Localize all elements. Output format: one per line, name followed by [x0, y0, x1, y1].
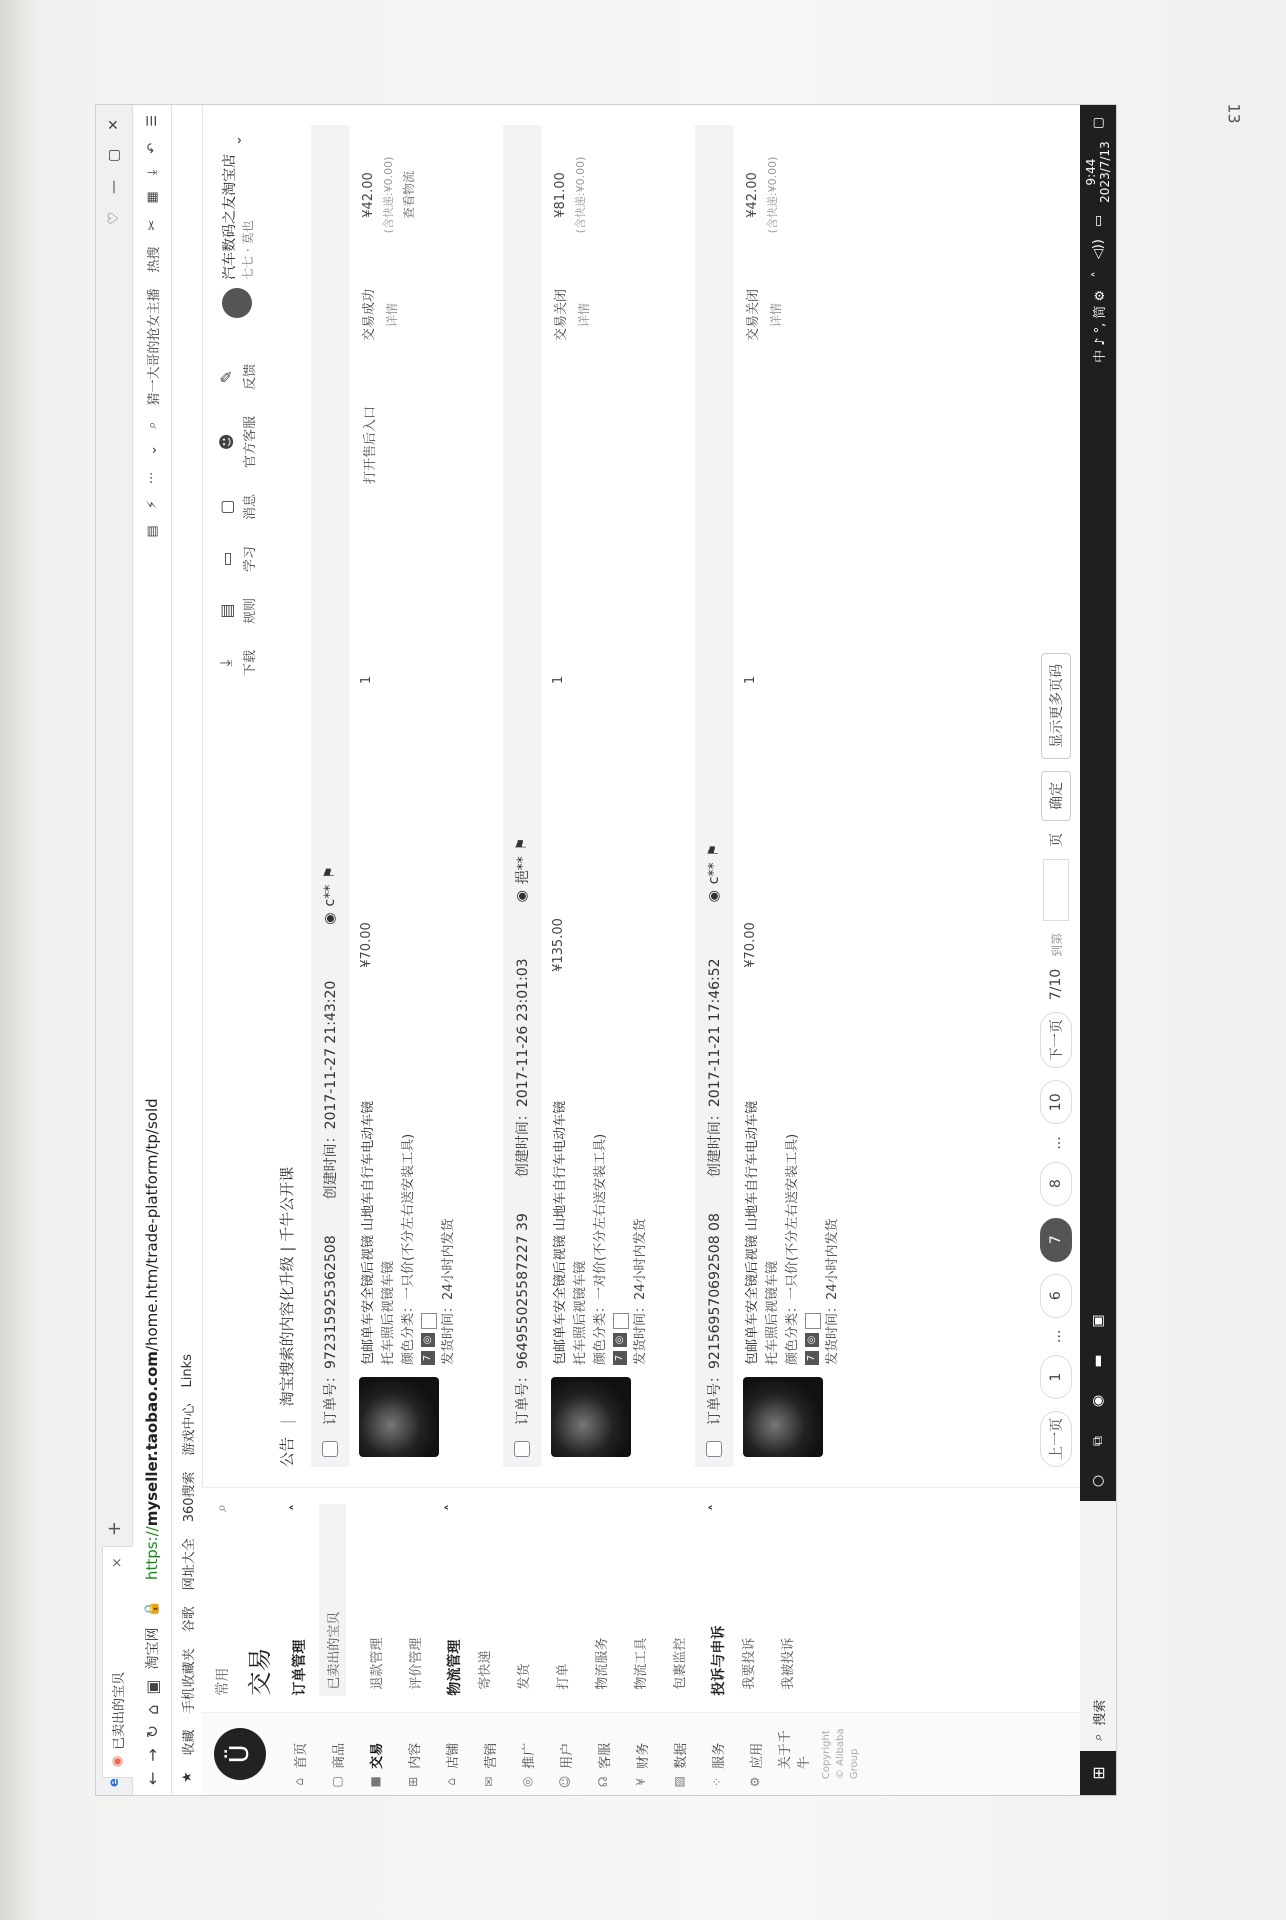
product-subtitle: 托车照后视镜车镜	[765, 1260, 780, 1365]
detail-link[interactable]: 详情	[385, 303, 399, 328]
url-host: myseller.taobao.com	[143, 1351, 161, 1527]
trade-status	[359, 255, 403, 375]
service-icon: ☻	[216, 433, 236, 451]
group-label: 投诉与申诉	[711, 1625, 727, 1696]
chevron-down-icon: ⌄	[229, 135, 245, 146]
product-subtitle: 托车照后视镜车镜	[573, 1260, 588, 1365]
nav-label: 规则	[242, 597, 258, 624]
bookmark-star-icon: ★	[179, 1771, 195, 1783]
url-path: /home.htm/trade-platform/tp/sold	[143, 1098, 161, 1352]
buyer[interactable]	[512, 838, 532, 903]
order-no-label: 订单号：	[515, 1369, 531, 1425]
rules-icon: ▤	[216, 603, 236, 619]
tag-icons	[805, 1045, 821, 1365]
clock-time: 9:44	[1084, 158, 1098, 186]
notice-text[interactable]: 淘宝搜索的内容化升级 | 千牛公开课	[278, 1166, 296, 1407]
search-icon: ⌕	[144, 421, 160, 429]
ship-time: 发货时间：24小时内发货	[441, 1218, 456, 1365]
more-icon[interactable]: ···	[144, 471, 160, 485]
trade-status	[551, 255, 595, 375]
rail-label: 首页	[293, 1742, 309, 1769]
files-taskbar-icon[interactable]: ▬	[1090, 1354, 1106, 1368]
apps-icon[interactable]: ▦	[144, 191, 160, 204]
seven-day-icon: 7	[805, 1351, 819, 1365]
rail-apps[interactable]	[736, 1719, 774, 1789]
buyer[interactable]	[322, 866, 338, 924]
status-text: 交易成功	[362, 289, 377, 342]
rail-promote[interactable]	[508, 1719, 546, 1789]
rail-store[interactable]	[432, 1719, 470, 1789]
shop-sub: 七七 · 莫也	[240, 220, 255, 280]
unit-price: ¥70.00	[743, 922, 758, 968]
notes-taskbar-icon[interactable]: ▣	[1090, 1314, 1106, 1328]
prev-page-button[interactable]: 上一页	[1040, 1411, 1072, 1467]
rail-label: 服务	[711, 1742, 727, 1769]
windows-taskbar	[1080, 105, 1116, 1795]
product-info	[743, 1045, 843, 1365]
rail-label: 用户	[559, 1742, 575, 1769]
tab-bar	[96, 105, 133, 1795]
forward-icon[interactable]: →	[142, 1748, 162, 1762]
nav-label: 消息	[242, 493, 258, 520]
hot-search[interactable]: 热搜	[146, 246, 162, 273]
rail-label: 数据	[673, 1742, 689, 1769]
bookmark-icon[interactable]: ▣	[142, 1679, 162, 1695]
lightning-icon[interactable]: ⚡	[144, 500, 160, 510]
rail-users[interactable]	[546, 1719, 584, 1789]
page-ellipsis: ...	[1048, 1136, 1064, 1150]
apps-rail-icon: ⚙	[748, 1776, 762, 1788]
seven-day-icon: 7	[613, 1351, 627, 1365]
rail-label: 商品	[331, 1742, 347, 1769]
copyright-line: Group	[849, 1748, 860, 1780]
order-no-label: 订单号：	[323, 1369, 339, 1425]
product-subtitle: 托车照后视镜车镜	[381, 1260, 396, 1365]
bookmark-2[interactable]: 谷歌	[181, 1606, 197, 1633]
nav-messages[interactable]	[217, 494, 258, 520]
network-icon[interactable]: ▭	[1090, 214, 1106, 228]
maximize-icon[interactable]: ▢	[106, 148, 122, 162]
browser-taskbar-icon[interactable]: ◉	[1090, 1394, 1106, 1408]
shipping-note: (含快递:¥0.00)	[766, 156, 779, 234]
nav-learn[interactable]	[217, 546, 258, 572]
refresh-icon[interactable]: ↻	[142, 1724, 162, 1739]
shipping-note: (含快递:¥0.00)	[574, 156, 587, 234]
top-navigation	[202, 125, 272, 1467]
badge-icon: ◎	[421, 1333, 435, 1347]
buyer-name: 挹**	[515, 856, 531, 885]
tag-icons	[613, 1045, 629, 1365]
address-bar	[133, 105, 172, 1795]
left-rail	[202, 1712, 1080, 1795]
notice-label: 公告	[278, 1436, 296, 1467]
product-spec: 颜色分类：一对价(不分左右送安装工具)	[593, 1133, 608, 1365]
bookmarks-bar	[172, 105, 203, 1795]
group-order-management[interactable]	[289, 1504, 309, 1696]
order-total	[551, 135, 591, 255]
browser-tab[interactable]	[102, 1546, 133, 1778]
pagination	[1040, 653, 1072, 1467]
sub-item-sold[interactable]: 已卖出的宝贝	[319, 1504, 346, 1696]
system-tray	[1084, 105, 1112, 363]
sub-item-print[interactable]: 打单	[556, 1663, 571, 1690]
taskbar-search[interactable]	[1080, 1501, 1116, 1751]
buyer-name: c**	[322, 884, 338, 907]
bookmark-5[interactable]: 游戏中心	[181, 1403, 197, 1456]
created-label: 创建时间：	[515, 1107, 531, 1178]
nav-label: 反馈	[242, 363, 258, 390]
total-price: ¥81.00	[553, 172, 568, 218]
minimize-icon[interactable]: —	[106, 179, 122, 194]
order-total	[743, 135, 783, 255]
notice-divider: |	[278, 1419, 296, 1425]
browser-logo-icon: e	[106, 1778, 122, 1787]
product-thumbnail[interactable]	[359, 1377, 439, 1457]
unit-price: ¥70.00	[359, 922, 374, 968]
sub-item-review[interactable]: 评价管理	[409, 1637, 424, 1690]
total-price: ¥42.00	[745, 172, 760, 218]
rail-marketing[interactable]	[470, 1719, 508, 1789]
order-body	[541, 125, 681, 1467]
rail-goods[interactable]	[318, 1719, 356, 1789]
rail-services[interactable]	[698, 1719, 736, 1789]
goods-icon: ▢	[330, 1776, 344, 1788]
content-icon: ⊞	[406, 1776, 420, 1787]
order-checkbox[interactable]	[706, 1441, 722, 1457]
order-card	[503, 125, 681, 1467]
rail-label: 应用	[749, 1742, 765, 1769]
copyright-line: © Alibaba	[835, 1728, 846, 1780]
store-icon: ⌂	[444, 1778, 458, 1786]
badge-icon: ◎	[805, 1333, 819, 1347]
taobao-tab-icon: ◉	[110, 1755, 125, 1768]
url-scheme: https://	[143, 1526, 161, 1581]
wangwang-icon: ◉	[322, 912, 338, 925]
dropdown-icon[interactable]: ⌄	[144, 444, 160, 456]
page-1[interactable]: 1	[1040, 1355, 1072, 1399]
taobao-bookmark[interactable]: 淘宝网	[145, 1627, 161, 1670]
multitask-icon[interactable]: ⧉	[1090, 1436, 1106, 1446]
rail-label: 客服	[597, 1742, 613, 1769]
wangwang-icon: ◉	[706, 890, 722, 903]
back-icon[interactable]: ←	[142, 1771, 162, 1785]
order-header	[695, 125, 733, 1467]
rail-finance[interactable]	[622, 1719, 660, 1789]
shop-switcher[interactable]	[219, 135, 256, 318]
product-title[interactable]: 包邮单车安全镜后视镜 山地车自行车电动车镜	[553, 1100, 568, 1365]
sub-item-ship[interactable]: 发货	[517, 1663, 532, 1690]
nav-label: 下载	[243, 649, 258, 676]
created-value: 2017-11-27 21:43:20	[323, 980, 339, 1130]
sub-item-logistics-tools[interactable]: 物流工具	[634, 1637, 649, 1690]
order-no-label: 订单号：	[707, 1369, 723, 1425]
nav-download[interactable]	[216, 650, 258, 676]
order-total	[359, 135, 419, 255]
message-icon: ▢	[216, 499, 236, 515]
bookmark-0[interactable]: 收藏	[181, 1729, 197, 1756]
notification-icon[interactable]: ▢	[1090, 117, 1106, 130]
created-label: 创建时间：	[707, 1107, 723, 1178]
browser-screenshot	[96, 105, 1116, 1795]
rail-label: 交易	[369, 1742, 385, 1769]
product-thumbnail[interactable]	[743, 1377, 823, 1457]
order-card	[695, 125, 873, 1467]
download-nav-icon: ⤓	[216, 659, 235, 667]
headset-icon: ☊	[596, 1776, 610, 1788]
windows-start-icon[interactable]: ⊞	[1088, 1766, 1108, 1780]
task-view-icon[interactable]: ○	[1090, 1474, 1106, 1488]
created-label: 创建时间：	[323, 1129, 339, 1200]
main-content	[202, 105, 1080, 1487]
product-info	[551, 1045, 651, 1365]
status-text: 交易关闭	[746, 289, 761, 342]
bookmark-6[interactable]: Links	[179, 1354, 195, 1388]
after-sale-link[interactable]: 打开售后入口	[363, 406, 378, 485]
badge-icon: ◎	[613, 1333, 627, 1347]
product-info	[359, 1045, 459, 1365]
rail-content[interactable]	[394, 1719, 432, 1789]
data-icon: ▨	[672, 1776, 686, 1788]
jump-label: 到第	[1049, 932, 1064, 957]
page-summary: 7/10	[1048, 968, 1064, 1001]
download-icon[interactable]: ⤓	[144, 169, 160, 176]
trade-status	[743, 255, 787, 375]
qianniu-app	[202, 105, 1080, 1795]
wangwang-icon: ◉	[514, 890, 530, 903]
created-value: 2017-11-21 17:46:52	[707, 958, 723, 1108]
common-label[interactable]: 常用	[215, 1667, 231, 1696]
unit-price: ¥135.00	[551, 918, 566, 972]
order-header	[503, 125, 541, 1467]
page-10[interactable]: 10	[1040, 1080, 1072, 1124]
order-number	[704, 1213, 724, 1425]
learn-icon: ▭	[216, 551, 236, 567]
nav-label: 学习	[242, 545, 258, 572]
clock-date: 2023/7/13	[1098, 141, 1112, 203]
created-time	[704, 958, 724, 1177]
search-label: 搜索	[1092, 1699, 1108, 1726]
created-time	[320, 981, 340, 1200]
tab-close-icon[interactable]: ×	[110, 1557, 125, 1569]
detail-link[interactable]: 详情	[577, 303, 591, 328]
chevron-up-icon: ˄	[444, 1504, 460, 1511]
new-tab-button[interactable]: +	[103, 1521, 125, 1537]
buyer-name: c**	[706, 862, 722, 885]
page-ellipsis: ...	[1048, 1329, 1064, 1343]
reader-icon[interactable]: ▤	[144, 525, 160, 538]
status-text: 交易关闭	[554, 289, 569, 342]
seven-day-icon: 7	[421, 1351, 435, 1365]
order-no-value: 972315925362508	[323, 1235, 339, 1369]
created-time	[512, 958, 532, 1177]
order-no-value: 921569570692508 08	[707, 1213, 723, 1369]
flag-icon: ⚑	[514, 837, 530, 851]
services-icon: ⁘	[710, 1776, 724, 1787]
order-number	[512, 1213, 532, 1425]
window-controls	[106, 105, 122, 225]
square-icon	[421, 1313, 437, 1329]
nav-feedback[interactable]	[217, 364, 258, 390]
rail-label: 推广	[521, 1742, 537, 1769]
flag-icon: ⚑	[706, 843, 722, 857]
rail-data[interactable]	[660, 1719, 698, 1789]
tag-icons	[421, 1045, 437, 1365]
page-unit: 页	[1049, 832, 1065, 847]
flag-icon: ⚑	[322, 866, 338, 879]
chevron-up-icon: ˄	[289, 1504, 305, 1511]
sub-item-parcel-monitor[interactable]: 包裹监控	[673, 1637, 688, 1690]
notice-bar	[276, 125, 297, 1467]
bookmark-3[interactable]: 网址大全	[181, 1538, 197, 1591]
nav-official-service[interactable]	[217, 416, 258, 468]
order-header	[311, 125, 349, 1467]
menu-icon[interactable]: ☰	[144, 115, 160, 127]
show-more-pages-button[interactable]: 显示更多页码	[1041, 653, 1071, 759]
order-body	[733, 125, 873, 1467]
rail-trade[interactable]	[356, 1719, 394, 1789]
trade-icon: ■	[368, 1776, 382, 1788]
order-body	[349, 125, 489, 1467]
chevron-up-icon: ˄	[708, 1504, 724, 1511]
product-spec: 颜色分类：一只价(不分左右送安装工具)	[785, 1133, 800, 1365]
order-checkbox[interactable]	[514, 1441, 530, 1457]
marketing-icon: ✉	[482, 1776, 496, 1787]
shop-name: 汽车数码之友淘宝店	[221, 153, 238, 280]
detail-link[interactable]: 详情	[769, 303, 783, 328]
page-8[interactable]: 8	[1040, 1162, 1072, 1206]
sub-item-express[interactable]: 寄快递	[478, 1650, 493, 1690]
common-row	[212, 1504, 232, 1696]
chevron-up-icon[interactable]: ˄	[1090, 271, 1106, 278]
user-icon: ☺	[558, 1775, 572, 1789]
ship-time: 发货时间：24小时内发货	[825, 1218, 840, 1365]
sub-item-complain[interactable]: 我要投诉	[742, 1637, 757, 1690]
sub-navigation	[202, 1487, 1080, 1712]
scissors-icon[interactable]: ✂	[144, 219, 160, 231]
copyright-line: Copyright	[821, 1730, 832, 1780]
rail-label: 营销	[483, 1742, 499, 1769]
page-jump-input[interactable]	[1043, 859, 1069, 921]
sub-item-complained[interactable]: 我被投诉	[781, 1637, 796, 1690]
total-price: ¥42.00	[361, 172, 376, 218]
sub-item-refund[interactable]: 退款管理	[370, 1637, 385, 1690]
bookmark-1[interactable]: 手机收藏夹	[181, 1648, 197, 1714]
rail-about[interactable]	[774, 1719, 812, 1789]
square-icon	[805, 1313, 821, 1329]
order-card	[311, 125, 489, 1467]
qianniu-logo-icon[interactable]: Ü	[214, 1728, 266, 1780]
rail-label: 内容	[407, 1742, 423, 1769]
tab-title: 已卖出的宝贝	[112, 1671, 127, 1750]
lock-icon: 🔒	[144, 1600, 160, 1618]
buyer[interactable]	[706, 844, 722, 902]
address-tools	[143, 115, 162, 538]
order-no-value: 964955025587227 39	[515, 1213, 531, 1369]
yuan-icon: ¥	[634, 1778, 648, 1786]
search-icon: ⌕	[1090, 1733, 1106, 1741]
rail-label: 关于千牛	[778, 1730, 812, 1770]
ime-status[interactable]: 中 ♪ °, 简 ⚙	[1092, 289, 1108, 363]
clock[interactable]	[1084, 141, 1112, 203]
rail-label: 财务	[635, 1742, 651, 1769]
quantity: 1	[359, 675, 374, 685]
rail-service[interactable]	[584, 1719, 622, 1789]
page-6[interactable]: 6	[1040, 1274, 1072, 1318]
square-icon	[613, 1313, 629, 1329]
home-rail-icon: ⌂	[292, 1778, 306, 1786]
copyright	[820, 1729, 862, 1780]
avatar	[222, 288, 252, 318]
order-checkbox[interactable]	[322, 1441, 338, 1457]
rail-label: 店铺	[445, 1742, 461, 1769]
search-icon[interactable]: ⌕	[214, 1504, 230, 1512]
group-label: 订单管理	[292, 1639, 308, 1696]
nav-rules[interactable]	[217, 598, 258, 624]
sub-item-logistics-service[interactable]: 物流服务	[595, 1637, 610, 1690]
order-number	[320, 1235, 340, 1425]
url-field[interactable]	[143, 1098, 161, 1580]
shipping-note: (含快递:¥0.00)	[382, 156, 395, 234]
page-7-current[interactable]: 7	[1040, 1218, 1072, 1262]
ship-time: 发货时间：24小时内发货	[633, 1218, 648, 1365]
bookmark-4[interactable]: 360搜索	[181, 1471, 197, 1523]
logistics-link[interactable]: 查看物流	[402, 171, 416, 220]
product-thumbnail[interactable]	[551, 1377, 631, 1457]
subnav-title: 交易	[246, 1647, 274, 1696]
group-complaints[interactable]	[708, 1504, 728, 1696]
rail-home[interactable]	[280, 1719, 318, 1789]
nav-label: 官方客服	[242, 415, 258, 468]
next-page-button[interactable]: 下一页	[1040, 1012, 1072, 1068]
group-label: 物流管理	[447, 1639, 463, 1696]
home-icon[interactable]: ⌂	[142, 1704, 162, 1715]
feedback-icon: ✎	[216, 370, 236, 384]
undo-icon[interactable]: ↶	[144, 142, 160, 154]
confirm-button[interactable]: 确定	[1041, 771, 1071, 821]
search-hint[interactable]: 猜一大哥的抢女主播	[146, 288, 162, 406]
volume-icon[interactable]: ◁))	[1090, 239, 1106, 260]
quantity: 1	[743, 675, 758, 685]
product-title[interactable]: 包邮单车安全镜后视镜 山地车自行车电动车镜	[745, 1100, 760, 1365]
page-number: 13	[1224, 103, 1244, 124]
product-spec: 颜色分类：一只价(不分左右送安装工具)	[401, 1133, 416, 1365]
created-value: 2017-11-26 23:01:03	[515, 958, 531, 1108]
close-window-icon[interactable]: ✕	[106, 119, 122, 131]
product-title[interactable]: 包邮单车安全镜后视镜 山地车自行车电动车镜	[361, 1100, 376, 1365]
promote-icon: ◎	[520, 1776, 534, 1788]
shop-info	[219, 154, 256, 280]
quantity: 1	[551, 675, 566, 685]
group-logistics[interactable]	[444, 1504, 464, 1696]
skin-icon[interactable]: ♡	[106, 211, 122, 225]
